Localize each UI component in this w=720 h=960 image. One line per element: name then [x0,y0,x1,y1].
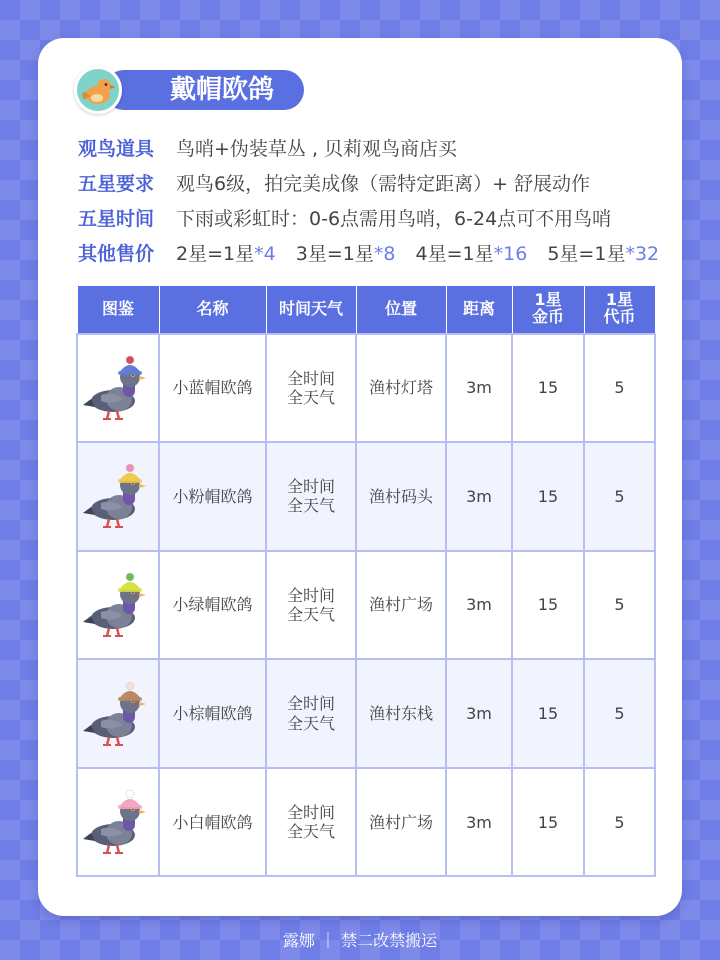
price-item [296,243,396,265]
weather-text: 全天气 [286,822,335,842]
token-cell: 5 [584,551,655,660]
green-hat-pigeon-icon [83,566,153,644]
gold-cell: 15 [512,551,584,660]
gold-cell: 15 [512,334,584,443]
header-gold: 1星 金币 [512,286,584,334]
price-multiplier: *16 [493,243,528,265]
bird-table [76,285,656,877]
brown-hat-pigeon-icon [83,675,153,753]
header-token: 1星 代币 [584,286,655,334]
table-row [77,334,655,443]
location-cell: 渔村灯塔 [356,334,446,443]
location-cell: 渔村广场 [356,551,446,660]
name-cell: 小白帽欧鸽 [159,768,266,877]
blue-hat-pigeon-icon [83,349,153,427]
token-cell: 5 [584,442,655,551]
catalog-cell [77,659,159,768]
table-row [77,551,655,660]
table-row [77,768,655,877]
gold-cell: 15 [512,659,584,768]
price-base: 3星=1星 [295,243,374,265]
price-multiplier: *32 [625,243,660,265]
price-multiplier: *4 [254,243,276,265]
time-text: 全时间 [286,802,335,822]
header-name: 名称 [159,286,266,334]
time-weather-cell [266,442,356,551]
time-text: 全时间 [286,368,335,388]
price-item [176,243,276,265]
header-time-weather: 时间天气 [266,286,356,334]
info-label: 观鸟道具 [78,138,155,160]
token-cell: 5 [584,659,655,768]
page-title: 戴帽欧鸽 [104,70,304,110]
info-label: 其他售价 [78,243,155,265]
time-weather-cell [266,551,356,660]
info-row-tools [78,130,678,165]
info-row-prices [78,235,678,270]
price-base: 5星=1星 [547,243,626,265]
name-cell: 小绿帽欧鸽 [159,551,266,660]
footer-credit: 露娜 ｜ 禁二改禁搬运 [282,931,438,950]
info-label: 五星要求 [78,173,155,195]
distance-cell: 3m [446,334,512,443]
name-cell: 小棕帽欧鸽 [159,659,266,768]
info-value: 观鸟6级，拍完美成像（需特定距离）+ 舒展动作 [176,173,591,195]
weather-text: 全天气 [286,387,335,407]
location-cell: 渔村广场 [356,768,446,877]
catalog-cell [77,768,159,877]
name-cell: 小粉帽欧鸽 [159,442,266,551]
table-row [77,442,655,551]
gold-cell: 15 [512,768,584,877]
white-hat-pigeon-icon [83,783,153,861]
time-weather-cell [266,659,356,768]
time-text: 全时间 [286,477,335,497]
time-text: 全时间 [286,694,335,714]
info-section [78,130,678,270]
catalog-cell [77,334,159,443]
weather-text: 全天气 [286,713,335,733]
price-multiplier: *8 [373,243,396,265]
info-row-requirement [78,165,678,200]
pink-hat-pigeon-icon [83,457,153,535]
price-base: 2星=1星 [176,243,255,265]
header-location: 位置 [356,286,446,334]
price-item [416,243,528,265]
location-cell: 渔村东栈 [356,659,446,768]
weather-text: 全天气 [286,604,335,624]
price-item [547,243,659,265]
bird-icon [74,66,122,114]
catalog-cell [77,442,159,551]
location-cell: 渔村码头 [356,442,446,551]
table-header-row [77,286,655,334]
weather-text: 全天气 [286,496,335,516]
time-text: 全时间 [286,585,335,605]
name-cell: 小蓝帽欧鸽 [159,334,266,443]
info-row-time [78,200,678,235]
info-value: 鸟哨+伪装草丛 , 贝莉观鸟商店买 [176,138,458,160]
info-value: 下雨或彩虹时：0-6点需用鸟哨，6-24点可不用鸟哨 [176,208,612,230]
catalog-cell [77,551,159,660]
token-cell: 5 [584,768,655,877]
gold-cell: 15 [512,442,584,551]
price-base: 4星=1星 [415,243,494,265]
time-weather-cell [266,334,356,443]
info-card [38,38,682,916]
token-cell: 5 [584,334,655,443]
distance-cell: 3m [446,442,512,551]
info-label: 五星时间 [78,208,155,230]
price-list [176,239,673,266]
header-catalog: 图鉴 [77,286,159,334]
distance-cell: 3m [446,659,512,768]
header-distance: 距离 [446,286,512,334]
table-row [77,659,655,768]
distance-cell: 3m [446,768,512,877]
time-weather-cell [266,768,356,877]
distance-cell: 3m [446,551,512,660]
